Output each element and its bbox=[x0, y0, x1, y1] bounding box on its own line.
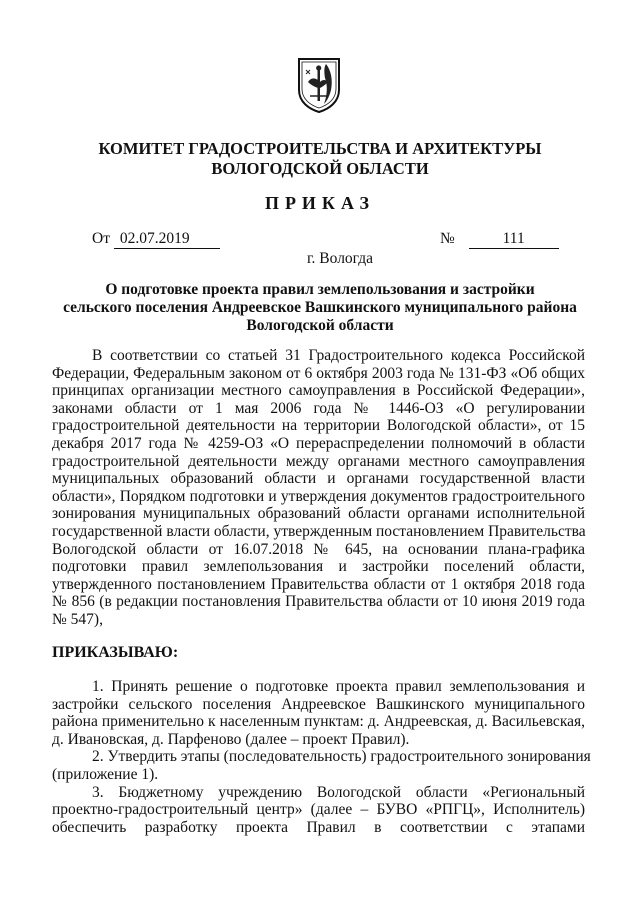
preamble-line: декабря 2017 года № 4259-ОЗ «О перераспределении полномочий в области bbox=[52, 434, 585, 452]
preamble-line: зонирования муниципальных образований области органами исполнительной bbox=[52, 505, 585, 523]
document-date: 02.07.2019 bbox=[114, 230, 220, 249]
preamble-line: Вологодской области от 16.07.2018 № 645, на основании плана-графика bbox=[52, 540, 585, 558]
item-line: проектно-градостроительный центр» (далее – БУВО «РПГЦ», Исполнитель) bbox=[52, 801, 585, 819]
preamble-line: государственной власти области, утвержденным постановлением Правительства bbox=[52, 522, 586, 540]
date-row bbox=[92, 230, 220, 249]
order-items bbox=[52, 678, 591, 836]
preamble-line: принципах организации местного самоуправления в Российской Федерации», bbox=[52, 382, 585, 400]
order-word: ПРИКАЗЫВАЮ: bbox=[52, 644, 179, 661]
preamble bbox=[52, 347, 585, 629]
item-line: 2. Утвердить этапы (последовательность) градостроительного зонирования bbox=[92, 748, 591, 766]
preamble-line: градостроительной деятельности между органами местного самоуправления bbox=[52, 452, 585, 470]
organization-line-1: КОМИТЕТ ГРАДОСТРОИТЕЛЬСТВА И АРХИТЕКТУРЫ bbox=[98, 139, 542, 158]
subject-line-3: Вологодской области bbox=[246, 317, 394, 334]
preamble-line: муниципальных образований области и органами государственной власти bbox=[52, 470, 585, 488]
preamble-line: В соответствии со статьей 31 Градостроительного кодекса Российской bbox=[92, 347, 585, 364]
document-subject bbox=[0, 281, 640, 335]
preamble-line: № 547), bbox=[52, 610, 103, 628]
preamble-line: подготовки правил землепользования и застройки поселений области, bbox=[52, 558, 585, 576]
preamble-line: Федерации, Федеральным законом от 6 октября 2003 года № 131-ФЗ «Об общих bbox=[52, 364, 585, 382]
preamble-line: № 856 (в редакции постановления Правительства области от 10 июня 2019 года bbox=[52, 593, 585, 611]
preamble-line: области», Порядком подготовки и утверждения документов градостроительного bbox=[52, 487, 585, 505]
preamble-line: градостроительной деятельности на территории Вологодской области», от 15 bbox=[52, 417, 585, 435]
item-line: д. Ивановская, д. Парфеново (далее – проект Правил). bbox=[52, 730, 410, 748]
preamble-line: законами области от 1 мая 2006 года № 1446-ОЗ «О регулировании bbox=[52, 399, 585, 417]
coat-of-arms-icon bbox=[296, 56, 342, 114]
number-row bbox=[440, 230, 559, 249]
document-number: 111 bbox=[469, 230, 559, 249]
organization-line-2: ВОЛОГОДСКОЙ ОБЛАСТИ bbox=[211, 159, 429, 178]
item-line: (приложение 1). bbox=[52, 765, 159, 783]
number-prefix: № bbox=[440, 230, 455, 247]
item-line: района применительно к населенным пунктам: д. Андреевская, д. Васильевская, bbox=[52, 713, 585, 731]
item-line: обеспечить разработку проекта Правил в соответствии с этапами bbox=[52, 818, 585, 836]
date-prefix: От bbox=[92, 230, 110, 247]
item-line: 3. Бюджетному учреждению Вологодской области «Региональный bbox=[92, 783, 585, 801]
city: г. Вологда bbox=[306, 250, 374, 267]
item-line: 1. Принять решение о подготовке проекта правил землепользования и bbox=[92, 678, 585, 695]
document-type: ПРИКАЗ bbox=[264, 193, 376, 213]
preamble-line: утвержденного постановлением Правительства области от 1 октября 2018 года bbox=[52, 575, 585, 593]
organization-name bbox=[0, 139, 640, 179]
subject-line-1: О подготовке проекта правил землепользования и застройки bbox=[105, 281, 535, 298]
subject-line-2: сельского поселения Андреевское Вашкинского муниципального района bbox=[63, 299, 577, 316]
item-line: застройки сельского поселения Андреевское Вашкинского муниципального bbox=[52, 695, 585, 713]
